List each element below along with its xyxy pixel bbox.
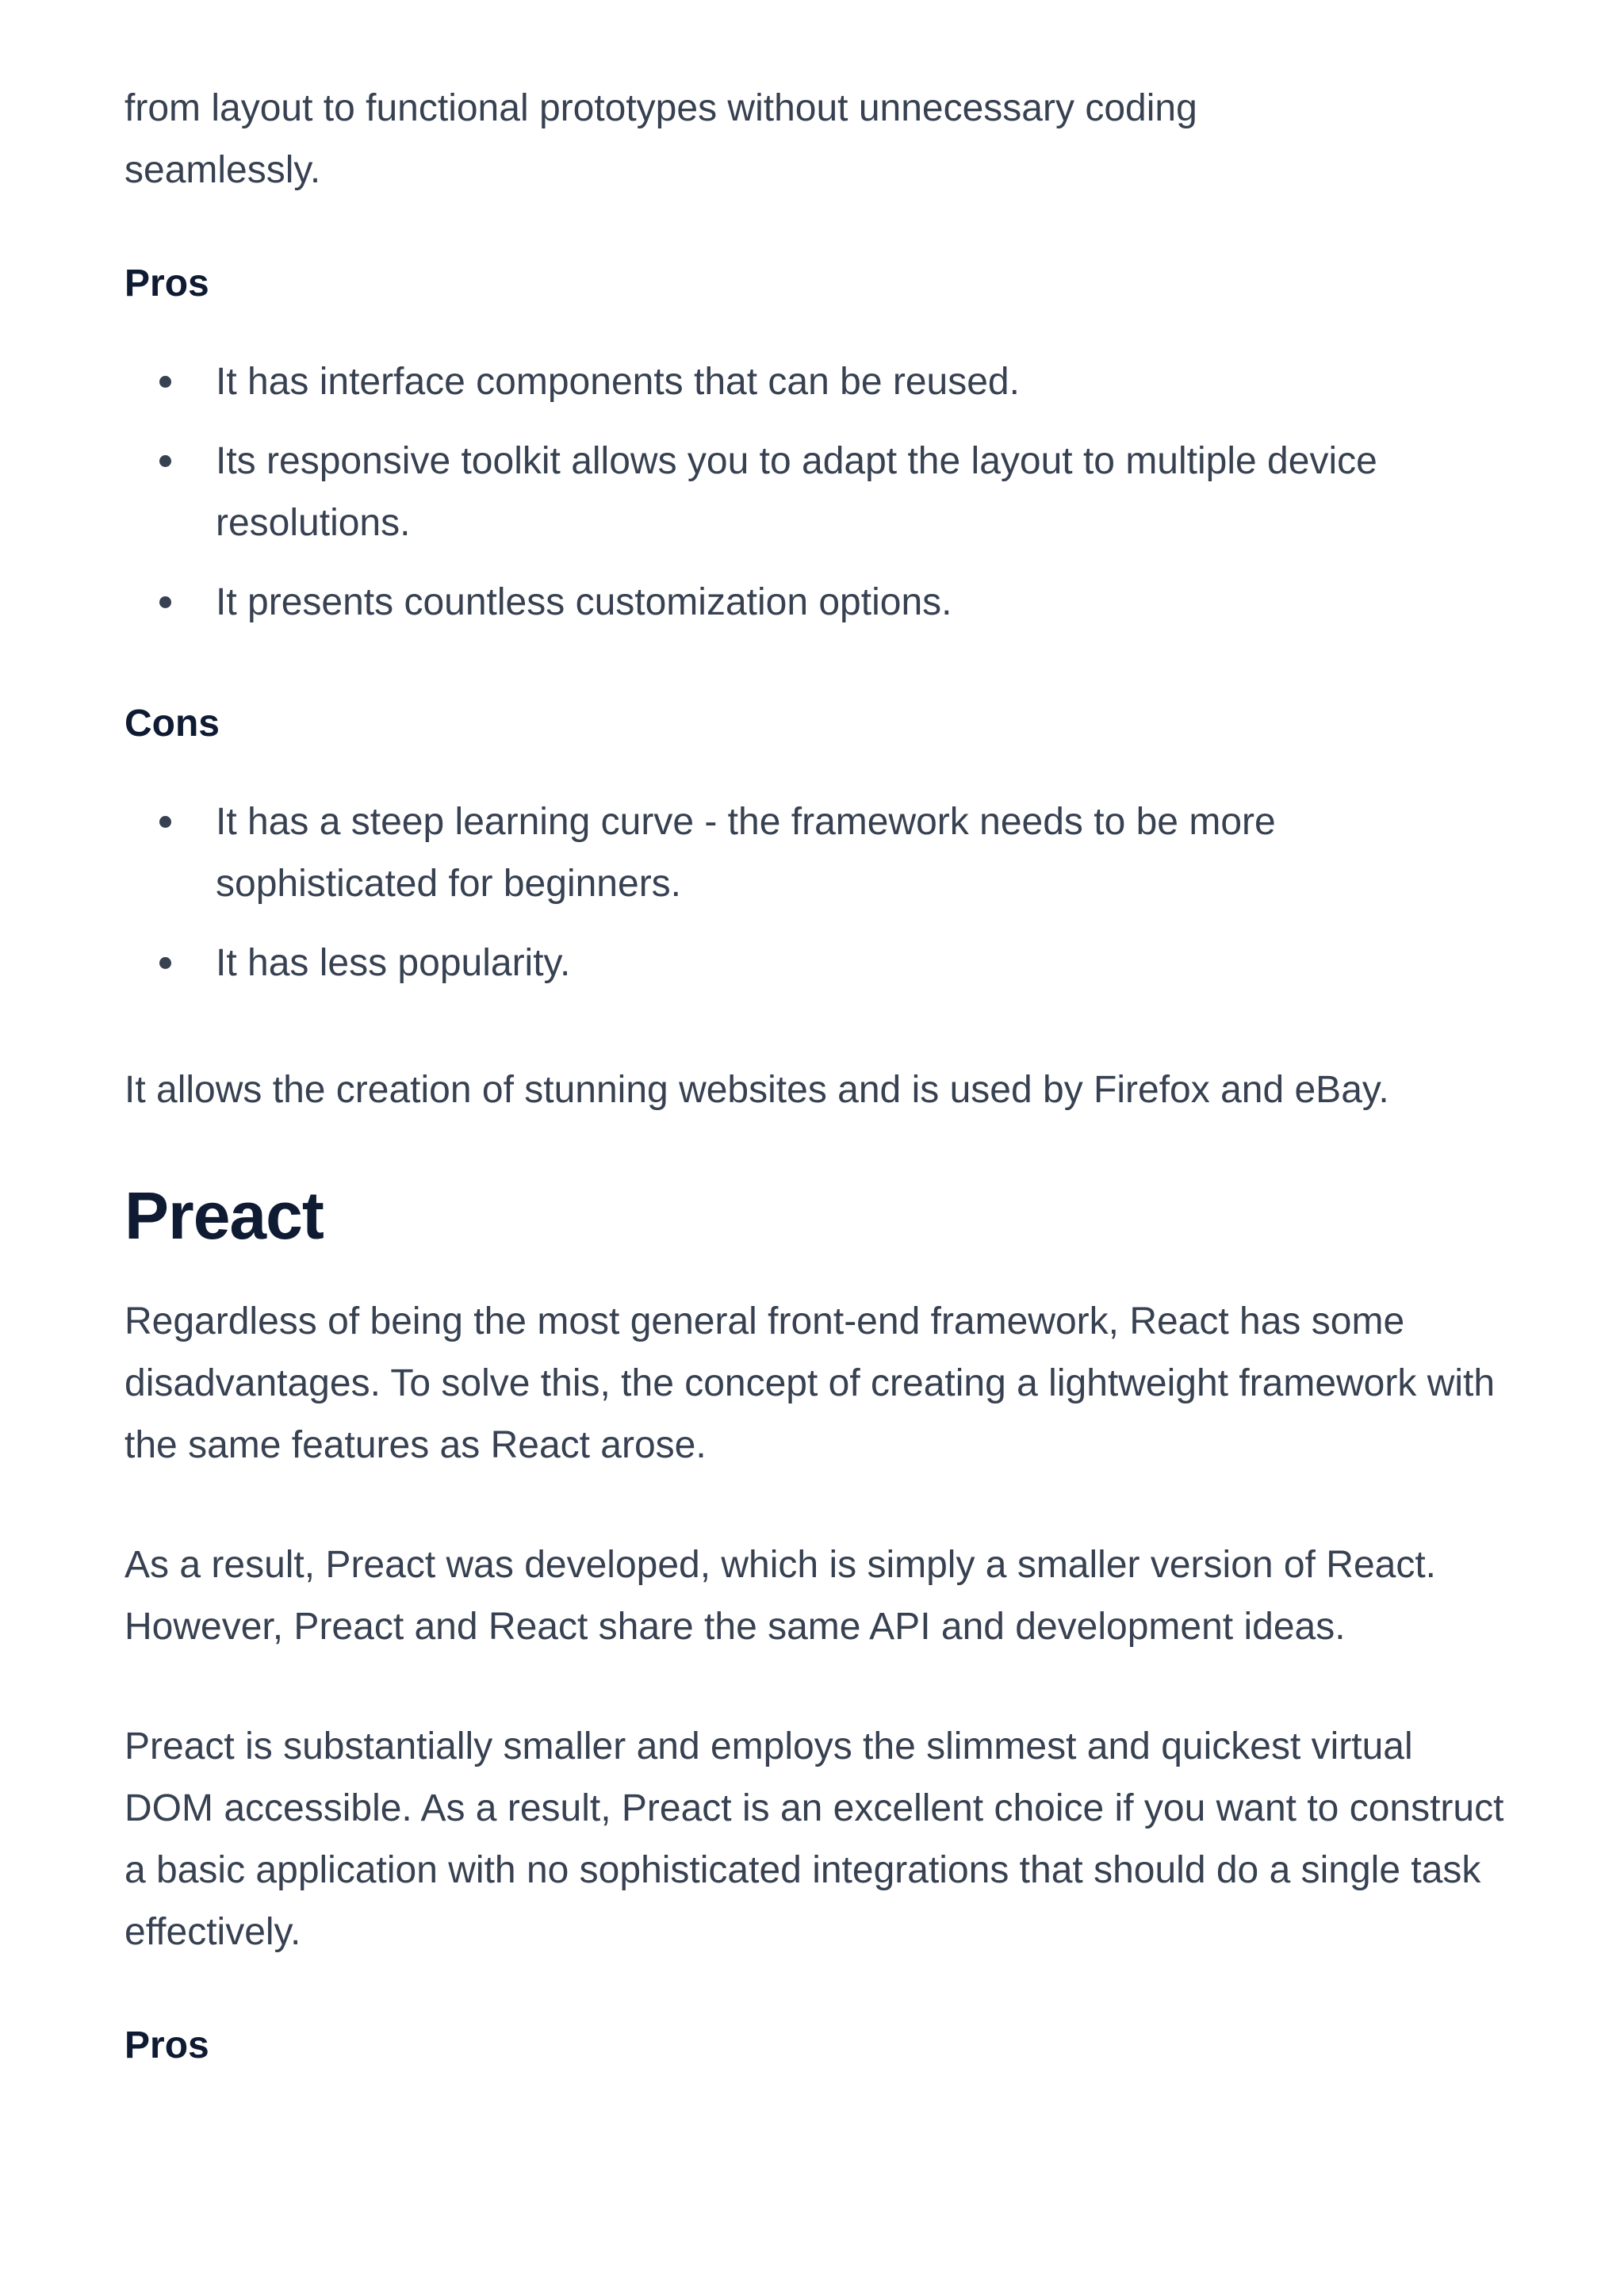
preact-paragraph: As a result, Preact was developed, which is simply a smaller version of React. However, Preact and React share the same API and development ideas. — [124, 1544, 1437, 1648]
bullet-icon — [159, 957, 171, 969]
list-item-text: It has interface components that can be reused. — [216, 361, 1020, 403]
intro-paragraph: from layout to functional prototypes without unnecessary coding seamlessly. — [124, 87, 1197, 191]
preact-paragraph: Preact is substantially smaller and employs the slimmest and quickest virtual DOM accessible. As a result, Preact is an excellent choice if you want to construct a basic application with no sophisticated integrations that should do a single task effectively. — [124, 1725, 1504, 1953]
bullet-icon — [159, 455, 171, 467]
closing-paragraph: It allows the creation of stunning websites and is used by Firefox and eBay. — [124, 1069, 1389, 1111]
bullet-icon — [159, 816, 171, 828]
list-item — [124, 933, 1520, 994]
cons-heading: Cons — [124, 703, 220, 745]
preact-paragraph: Regardless of being the most general front-end framework, React has some disadvantages. To solve this, the concept of creating a lightweight framework with the same features as React arose. — [124, 1300, 1496, 1466]
list-item — [124, 431, 1520, 554]
list-item-text: Its responsive toolkit allows you to adapt the layout to multiple device resolutions. — [216, 440, 1377, 544]
article-body — [124, 78, 1520, 2077]
list-item — [124, 351, 1520, 413]
pros-list — [124, 351, 1520, 634]
bullet-icon — [159, 376, 171, 388]
list-item-text: It has a steep learning curve - the framework needs to be more sophisticated for beginners. — [216, 801, 1276, 905]
pros-heading: Pros — [124, 262, 209, 304]
list-item — [124, 791, 1520, 915]
cons-list — [124, 791, 1520, 994]
list-item — [124, 572, 1520, 634]
preact-pros-heading: Pros — [124, 2024, 209, 2066]
list-item-text: It has less popularity. — [216, 942, 571, 984]
section-title-preact: Preact — [124, 1178, 324, 1253]
bullet-icon — [159, 596, 171, 608]
list-item-text: It presents countless customization options. — [216, 581, 952, 623]
